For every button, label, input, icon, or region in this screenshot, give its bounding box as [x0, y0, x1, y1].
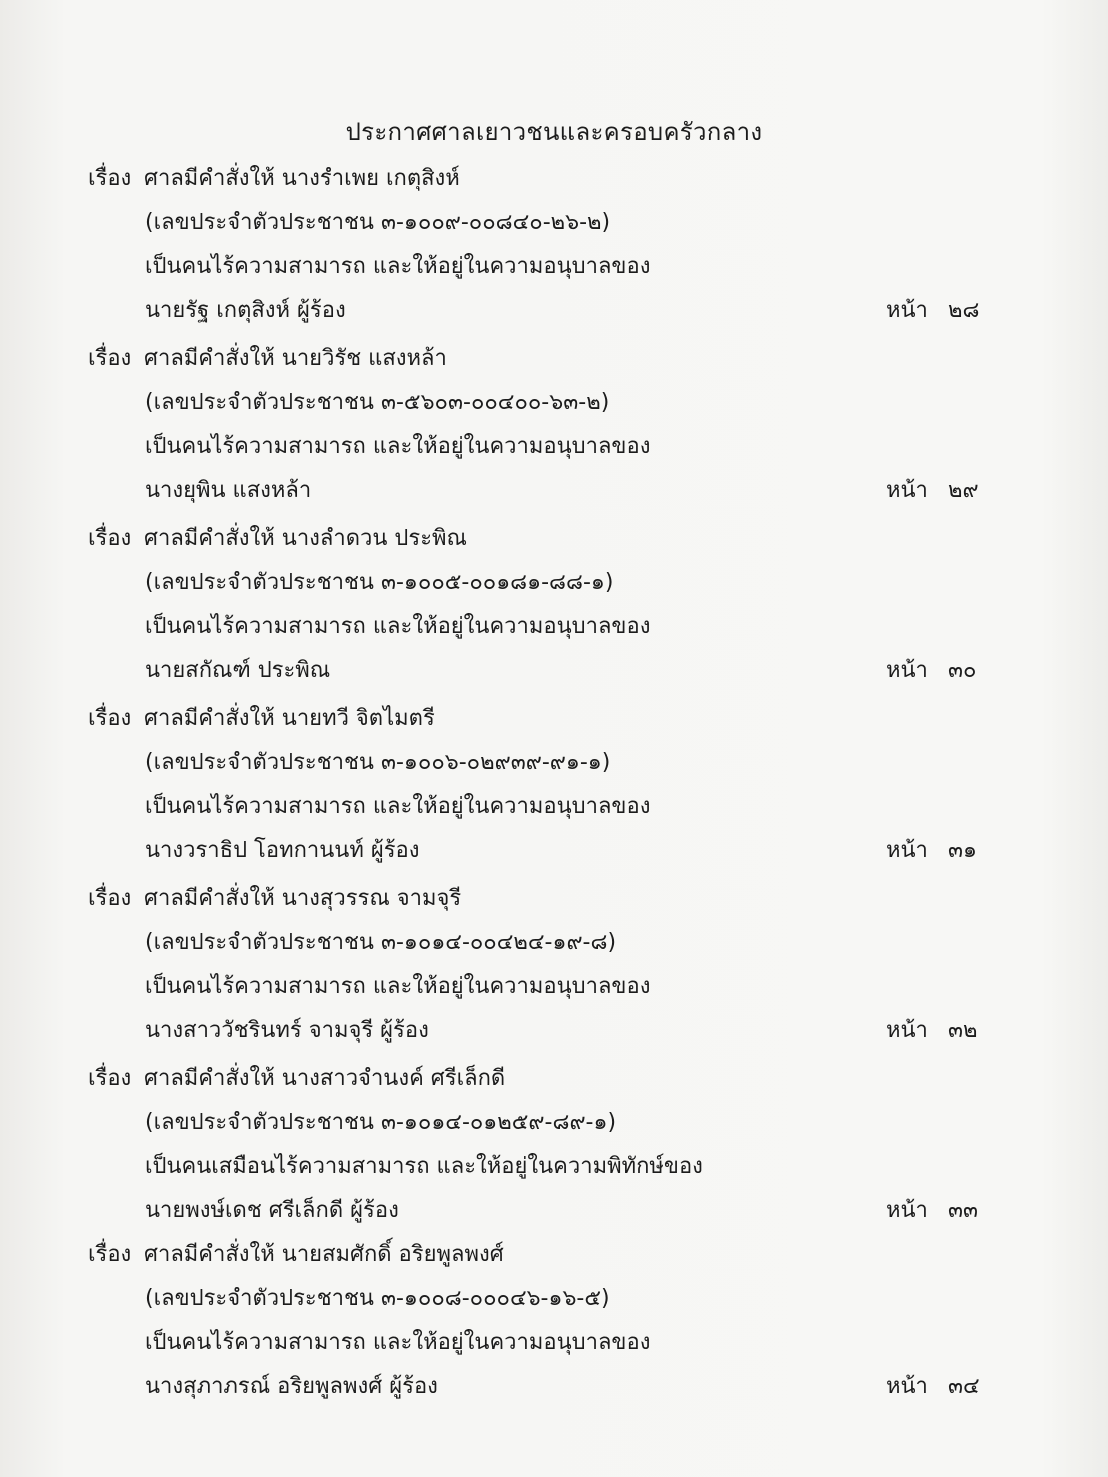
- subject-label: เรื่อง: [88, 166, 132, 191]
- page-number: ๓๔: [948, 1374, 980, 1399]
- notice-entry: [0, 520, 1108, 696]
- entry-subject: ศาลมีคำสั่งให้ นายสมศักดิ์ อริยพูลพงศ์: [144, 1242, 504, 1267]
- subject-label: เรื่อง: [88, 526, 132, 551]
- page-title: ประกาศศาลเยาวชนและครอบครัวกลาง: [345, 118, 763, 146]
- entry-subject-line: [88, 700, 435, 735]
- page-label: หน้า: [886, 838, 928, 863]
- entry-subject: ศาลมีคำสั่งให้ นายทวี จิตไมตรี: [144, 706, 435, 731]
- entry-id: (เลขประจำตัวประชาชน ๓-๑๐๐๕-๐๐๑๘๑-๘๘-๑): [145, 570, 614, 595]
- notice-entry: [0, 1236, 1108, 1412]
- page-label: หน้า: [886, 298, 928, 323]
- notice-entry: [0, 340, 1108, 516]
- entry-ruling: เป็นคนไร้ความสามารถ และให้อยู่ในความอนุบาลของ: [145, 1330, 651, 1355]
- entry-subject-line: [88, 1060, 505, 1095]
- entry-subject-line: [88, 160, 460, 195]
- page-label: หน้า: [886, 478, 928, 503]
- page-number: ๒๙: [948, 478, 979, 503]
- entry-id: (เลขประจำตัวประชาชน ๓-๑๐๑๔-๐๑๒๕๙-๘๙-๑): [145, 1110, 617, 1135]
- subject-label: เรื่อง: [88, 1242, 132, 1267]
- page-number: ๓๑: [948, 838, 978, 863]
- page-label: หน้า: [886, 1374, 928, 1399]
- entry-ruling: เป็นคนไร้ความสามารถ และให้อยู่ในความอนุบาลของ: [145, 614, 651, 639]
- entry-subject-line: [88, 520, 467, 555]
- page-number: ๓๐: [948, 658, 977, 683]
- entry-ruling: เป็นคนไร้ความสามารถ และให้อยู่ในความอนุบาลของ: [145, 794, 651, 819]
- entry-id: (เลขประจำตัวประชาชน ๓-๑๐๐๘-๐๐๐๔๖-๑๖-๕): [145, 1286, 610, 1311]
- subject-label: เรื่อง: [88, 706, 132, 731]
- entry-id: (เลขประจำตัวประชาชน ๓-๑๐๐๖-๐๒๙๓๙-๙๑-๑): [145, 750, 611, 775]
- page-number: ๓๒: [948, 1018, 978, 1043]
- entry-guardian: นางวราธิป โอทกานนท์ ผู้ร้อง: [145, 838, 420, 863]
- entry-subject: ศาลมีคำสั่งให้ นางสุวรรณ จามจุรี: [144, 886, 462, 911]
- entry-subject: ศาลมีคำสั่งให้ นายวิรัช แสงหล้า: [144, 346, 447, 371]
- entry-id: (เลขประจำตัวประชาชน ๓-๑๐๑๔-๐๐๔๒๔-๑๙-๘): [145, 930, 617, 955]
- page-number: ๓๓: [948, 1198, 979, 1223]
- entry-guardian: นายรัฐ เกตุสิงห์ ผู้ร้อง: [145, 298, 346, 323]
- entry-id: (เลขประจำตัวประชาชน ๓-๑๐๐๙-๐๐๘๔๐-๒๖-๒): [145, 210, 611, 235]
- entry-subject-line: [88, 1236, 504, 1271]
- subject-label: เรื่อง: [88, 346, 132, 371]
- entry-subject-line: [88, 880, 461, 915]
- entry-id: (เลขประจำตัวประชาชน ๓-๕๖๐๓-๐๐๔๐๐-๖๓-๒): [145, 390, 610, 415]
- entry-subject: ศาลมีคำสั่งให้ นางรำเพย เกตุสิงห์: [144, 166, 460, 191]
- page-label: หน้า: [886, 1198, 928, 1223]
- entry-guardian: นางสาววัชรินทร์ จามจุรี ผู้ร้อง: [145, 1018, 429, 1043]
- entry-guardian: นายพงษ์เดช ศรีเล็กดี ผู้ร้อง: [145, 1198, 399, 1223]
- entry-guardian: นางสุภาภรณ์ อริยพูลพงศ์ ผู้ร้อง: [145, 1374, 438, 1399]
- entry-subject: ศาลมีคำสั่งให้ นางสาวจำนงค์ ศรีเล็กดี: [144, 1066, 506, 1091]
- entry-ruling: เป็นคนไร้ความสามารถ และให้อยู่ในความอนุบาลของ: [145, 974, 651, 999]
- page-number: ๒๘: [948, 298, 980, 323]
- notice-entry: [0, 1060, 1108, 1236]
- page-label: หน้า: [886, 1018, 928, 1043]
- subject-label: เรื่อง: [88, 1066, 132, 1091]
- notice-entry: [0, 880, 1108, 1056]
- entry-ruling: เป็นคนไร้ความสามารถ และให้อยู่ในความอนุบาลของ: [145, 254, 651, 279]
- notice-entry: [0, 160, 1108, 336]
- entry-ruling: เป็นคนไร้ความสามารถ และให้อยู่ในความอนุบาลของ: [145, 434, 651, 459]
- page-label: หน้า: [886, 658, 928, 683]
- entry-subject-line: [88, 340, 447, 375]
- entry-ruling: เป็นคนเสมือนไร้ความสามารถ และให้อยู่ในความพิทักษ์ของ: [145, 1154, 703, 1179]
- entry-subject: ศาลมีคำสั่งให้ นางลำดวน ประพิณ: [144, 526, 467, 551]
- entry-guardian: นางยุพิน แสงหล้า: [145, 478, 312, 503]
- subject-label: เรื่อง: [88, 886, 132, 911]
- entry-guardian: นายสกัณฑ์ ประพิณ: [145, 658, 331, 683]
- notice-entry: [0, 700, 1108, 876]
